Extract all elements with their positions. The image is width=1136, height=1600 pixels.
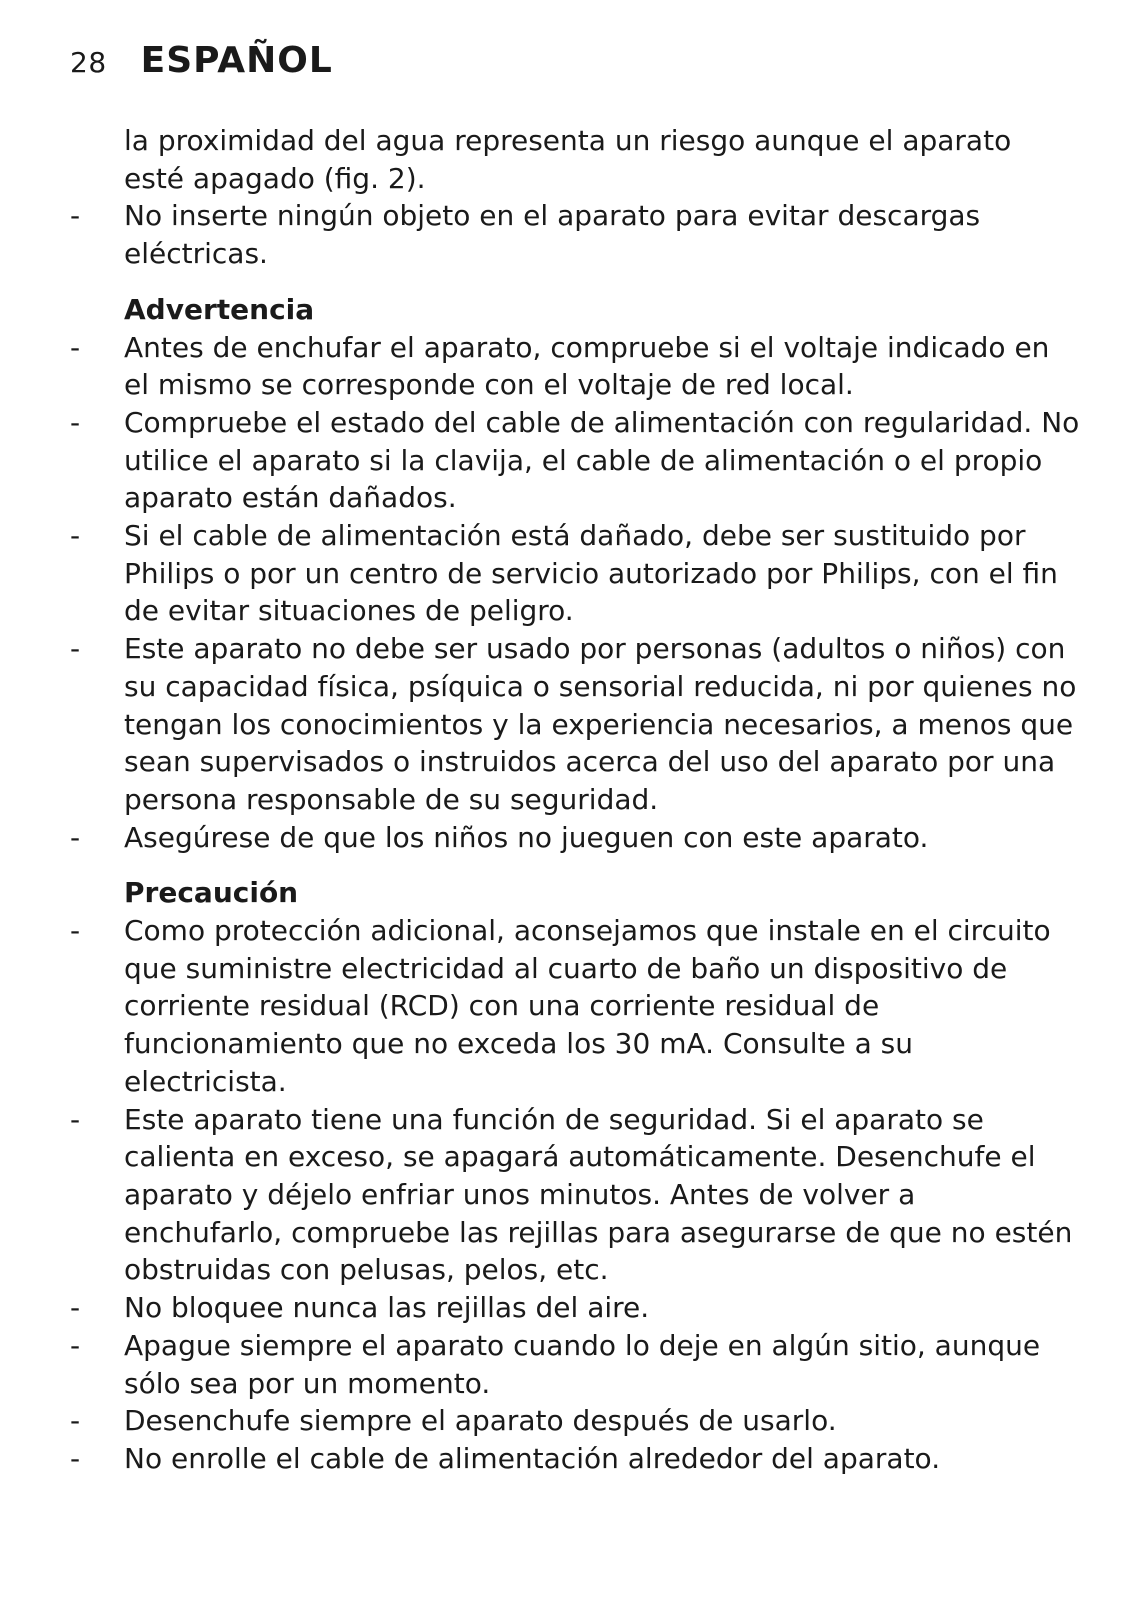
- heading-precaucion: Precaución: [124, 876, 299, 910]
- list-item-text: Como protección adicional, aconsejamos que instale en el circuito que suministre electricidad al cuarto de baño un dispositivo de corriente residual (RCD) con una corriente residual de funcionamiento que no exceda los 30 mA. Consulte a su electricista.: [124, 914, 1051, 1098]
- bullet-dash: -: [70, 405, 81, 439]
- list-item-text: No inserte ningún objeto en el aparato para evitar descargas eléctricas.: [124, 199, 981, 271]
- list-item: [70, 517, 1080, 630]
- list-item: [70, 329, 1080, 404]
- list-item-text: Apague siempre el aparato cuando lo deje en algún sitio, aunque sólo sea por un momento.: [124, 1328, 1041, 1400]
- list-item-text: Asegúrese de que los niños no jueguen con este aparato.: [124, 820, 929, 854]
- bullet-dash: -: [70, 820, 81, 854]
- bullet-dash: -: [70, 1102, 81, 1136]
- list-item-text: Antes de enchufar el aparato, compruebe si el voltaje indicado en el mismo se corresponde con el voltaje de red local.: [124, 330, 1050, 402]
- page-content: [70, 122, 1080, 1478]
- continuation-paragraph: la proximidad del agua representa un riesgo aunque el aparato esté apagado (fig. 2).: [124, 124, 1012, 195]
- bullet-dash: -: [70, 1328, 81, 1362]
- list-item: [70, 1402, 1080, 1440]
- bullet-dash: -: [70, 632, 81, 666]
- list-item-text: Si el cable de alimentación está dañado, debe ser sustituido por Philips o por un centro de servicio autorizado por Philips, con el fin de evitar situaciones de peligro.: [124, 519, 1058, 628]
- list-item-text: No enrolle el cable de alimentación alrededor del aparato.: [124, 1441, 941, 1475]
- page-number: 28: [70, 46, 107, 79]
- bullet-dash: -: [70, 330, 81, 364]
- list-item-text: Este aparato no debe ser usado por personas (adultos o niños) con su capacidad física, psíquica o sensorial reducida, ni por quienes no tengan los conocimientos y la experiencia necesarios, a menos que sean supervisados o instruidos acerca del uso del aparato por una persona responsable de su seguridad.: [124, 632, 1077, 816]
- list-item-text: No bloquee nunca las rejillas del aire.: [124, 1291, 650, 1325]
- bullet-dash: -: [70, 1441, 81, 1475]
- list-item: [70, 1289, 1080, 1327]
- list-item-text: Este aparato tiene una función de seguridad. Si el aparato se calienta en exceso, se apagará automáticamente. Desenchufe el aparato y déjelo enfriar unos minutos. Antes de volver a enchufarlo, compruebe las rejillas para asegurarse de que no estén obstruidas con pelusas, pelos, etc.: [124, 1102, 1073, 1287]
- list-item: [70, 1101, 1080, 1290]
- list-item: [70, 1327, 1080, 1402]
- list-item-text: Desenchufe siempre el aparato después de usarlo.: [124, 1404, 837, 1438]
- bullet-dash: -: [70, 1291, 81, 1325]
- page-header: [70, 40, 333, 90]
- list-item: [70, 819, 1080, 857]
- bullet-dash: -: [70, 914, 81, 948]
- list-item: [70, 630, 1080, 819]
- list-item: [70, 1440, 1080, 1478]
- list-item: [70, 912, 1080, 1101]
- bullet-dash: -: [70, 519, 81, 553]
- list-item: [70, 404, 1080, 517]
- heading-advertencia: Advertencia: [124, 292, 315, 326]
- bullet-dash: -: [70, 199, 81, 233]
- list-item: [70, 197, 1080, 272]
- list-item-text: Compruebe el estado del cable de alimentación con regularidad. No utilice el aparato si la clavija, el cable de alimentación o el propio aparato están dañados.: [124, 405, 1080, 515]
- bullet-dash: -: [70, 1404, 81, 1438]
- section-title: ESPAÑOL: [140, 40, 333, 81]
